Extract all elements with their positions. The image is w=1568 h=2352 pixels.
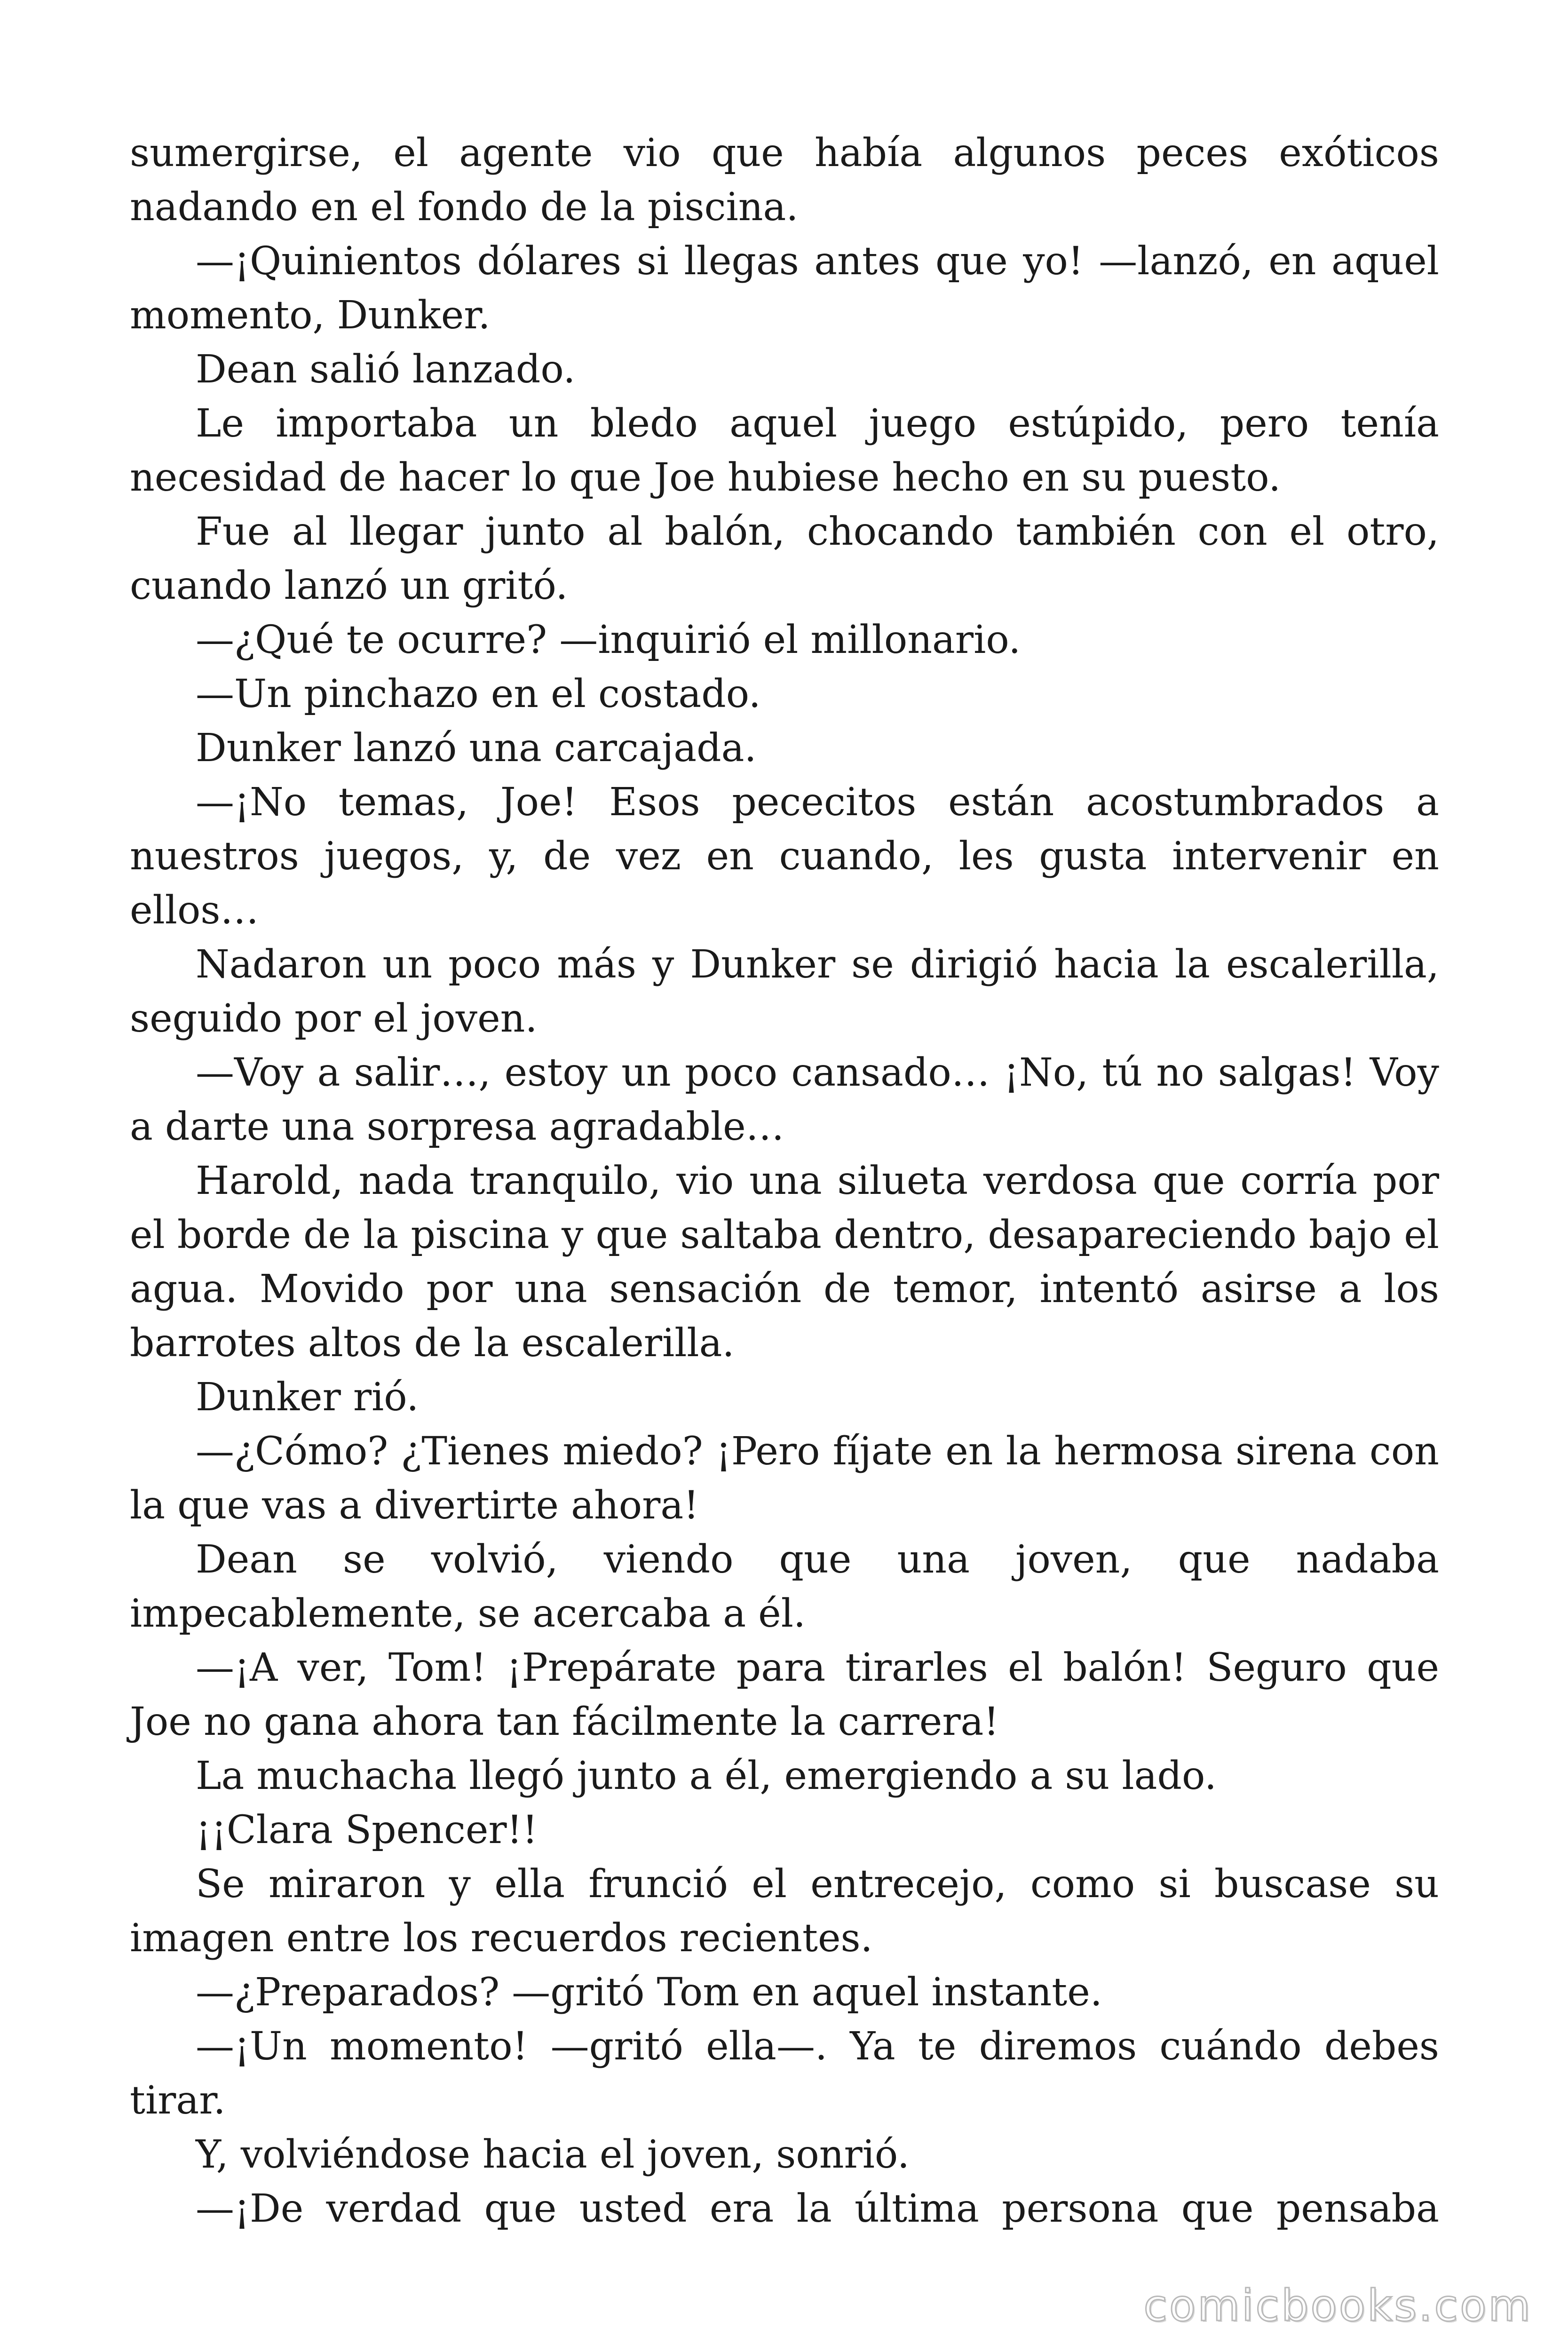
- paragraph: —¿Qué te ocurre? —inquirió el millonario.: [196, 618, 1021, 662]
- page-text: [130, 126, 1439, 2236]
- paragraph: —Voy a salir…, estoy un poco cansado… ¡No, tú no salgas! Voy a darte una sorpresa agradable…: [130, 1050, 1439, 1149]
- paragraph: ¡¡Clara Spencer!!: [196, 1808, 538, 1852]
- paragraph: sumergirse, el agente vio que había algunos peces exóticos nadando en el fondo de la piscina.: [130, 131, 1439, 230]
- paragraph: Dean salió lanzado.: [196, 347, 576, 392]
- paragraph: Harold, nada tranquilo, vio una silueta verdosa que corría por el borde de la piscina y que saltaba dentro, desapareciendo bajo el agua. Movido por una sensación de temor, intentó asirse a los barrotes altos de la escalerilla.: [130, 1159, 1439, 1366]
- paragraph: —¡De verdad que usted era la última persona que pensaba: [196, 2186, 1439, 2231]
- paragraph: —¡No temas, Joe! Esos pececitos están acostumbrados a nuestros juegos, y, de vez en cuando, les gusta intervenir en ellos…: [130, 780, 1439, 933]
- paragraph: Dunker lanzó una carcajada.: [196, 726, 757, 771]
- paragraph: —¡Un momento! —gritó ella—. Ya te diremos cuándo debes tirar.: [130, 2024, 1439, 2123]
- paragraph: —¡Quinientos dólares si llegas antes que yo! —lanzó, en aquel momento, Dunker.: [130, 239, 1439, 338]
- paragraph: Le importaba un bledo aquel juego estúpido, pero tenía necesidad de hacer lo que Joe hubiese hecho en su puesto.: [130, 401, 1439, 500]
- paragraph: —¿Cómo? ¿Tienes miedo? ¡Pero fíjate en la hermosa sirena con la que vas a divertirte ahora!: [130, 1429, 1439, 1528]
- paragraph: Fue al llegar junto al balón, chocando también con el otro, cuando lanzó un gritó.: [130, 509, 1439, 608]
- paragraph: La muchacha llegó junto a él, emergiendo a su lado.: [196, 1754, 1217, 1798]
- paragraph: —Un pinchazo en el costado.: [196, 672, 761, 716]
- paragraph: Dean se volvió, viendo que una joven, que nadaba impecablemente, se acercaba a él.: [130, 1537, 1439, 1636]
- paragraph: Dunker rió.: [196, 1375, 419, 1420]
- paragraph: Se miraron y ella frunció el entrecejo, como si buscase su imagen entre los recuerdos recientes.: [130, 1862, 1439, 1961]
- paragraph: —¿Preparados? —gritó Tom en aquel instante.: [196, 1970, 1102, 2015]
- paragraph: —¡A ver, Tom! ¡Prepárate para tirarles el balón! Seguro que Joe no gana ahora tan fácilmente la carrera!: [130, 1645, 1439, 1744]
- paragraph: Nadaron un poco más y Dunker se dirigió hacia la escalerilla, seguido por el joven.: [130, 942, 1439, 1041]
- paragraph: Y, volviéndose hacia el joven, sonrió.: [196, 2132, 910, 2177]
- watermark-logo: comicbooks.com: [1143, 2280, 1532, 2331]
